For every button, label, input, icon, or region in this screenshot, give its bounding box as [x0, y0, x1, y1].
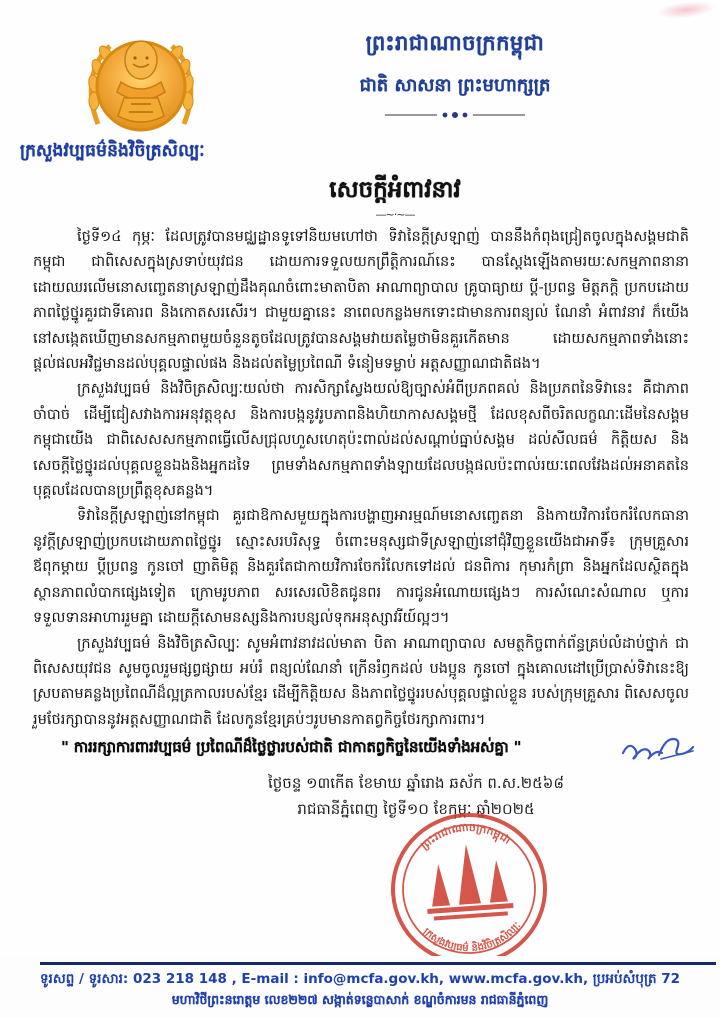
title-divider-ornament: —~·~—	[375, 208, 415, 221]
slogan-quote: " ការរក្សាការពារវប្បធម៌ ប្រពៃណីដ៏ថ្លៃថ្លារបស់ជាតិ ជាកាតព្វកិច្ចនៃយើងទាំងអស់គ្នា "	[61, 738, 522, 757]
slogan-row	[33, 737, 689, 760]
paragraph-4: ក្រសួងវប្បធម៌ និងវិចិត្រសិល្បៈ សូមអំពាវនាវដល់មាតា បិតា អាណាព្យាបាល សមត្ថកិច្ចពាក់ព័ន្ធគ្រប់លំដាប់ថ្នាក់ ជាពិសេសយុវជន សូមចូលរួមផ្សព្វផ្សាយ អប់រំ ពន្យល់ណែនាំ ក្រើនរំឭកដល់ បងប្អូន កូនចៅ ក្នុងគោលដៅប្រើប្រាស់ទិវានេះឱ្យស្របតាមគន្លងប្រពៃណីដ៏ល្អត្រកាលរបស់ខ្មែរ ដើម្បីកិត្តិយស និងភាពថ្លៃថ្នូររបស់បុគ្គលផ្ទាល់ខ្លួន របស់ក្រុមគ្រួសារ ពិសេសចូលរួមថែរក្សាបាននូវអត្តសញ្ញាណជាតិ ដែលកូនខ្មែរគ្រប់ៗរូបមានកាតព្វកិច្ចថែរក្សាការពារ។	[33, 634, 689, 728]
ministry-seal-stamp	[373, 802, 566, 976]
lunar-date-line: ថ្ងៃចន្ទ ១៣កើត ខែមាឃ ឆ្នាំរោង ឆស័ក ព.ស.២៥៦៨	[268, 774, 564, 793]
date-block	[33, 770, 689, 822]
kingdom-header	[230, 30, 680, 124]
motto-divider-ornament	[385, 110, 525, 120]
seal-top-text: ព្រះរាជាណាចក្រកម្ពុជា	[417, 820, 514, 853]
scan-smudge	[655, 0, 716, 21]
kingdom-title: ព្រះរាជាណាចក្រកម្ពុជា	[365, 31, 545, 55]
footer-address-line: មហាវិថីព្រះនរោត្តម លេខ២២៧ សង្កាត់ទន្លេបាសាក់ ខណ្ឌចំការមន រាជធានីភ្នំពេញ	[171, 992, 549, 1007]
gregorian-date-line: រាជធានីភ្នំពេញ ថ្ងៃទី១០ ខែកុម្ភៈ ឆ្នាំ២០២៥	[297, 800, 535, 819]
letter-body	[33, 224, 689, 822]
seal-bottom-text: ក្រសួងវប្បធម៌ និងវិចិត្រសិល្បៈ	[420, 920, 524, 955]
signature-icon	[619, 725, 697, 771]
footer-contact-line: ទូរសព្ទ / ទូរសារ: 023 218 148 , E-mail : info@mcfa.gov.kh, www.mcfa.gov.kh, ប្រអប់សំបុត្រ 72	[39, 971, 681, 987]
footer	[0, 956, 720, 1018]
paragraph-3: ទិវានៃក្តីស្រឡាញ់នៅកម្ពុជា គួរជាឱកាសមួយក្នុងការបង្ហាញអារម្មណ៍មនោសញ្ចេតនា និងកាយវិការចែករំលែកធានានូវក្តីស្រឡាញ់ប្រកបដោយភាពថ្លៃថ្នូរ ស្មោះសរបរិសុទ្ធ ចំពោះមនុស្សជាទីស្រឡាញ់នៅជុំវិញខ្លួនយើងជាអាទិ៍៖ ក្រុមគ្រួសារ ឪពុកម្តាយ ប្តីប្រពន្ធ កូនចៅ ញាតិមិត្ត និងគួរតែជាកាយវិការចែករំលែកទៅដល់ ជនពិការ កុមារកំព្រា និងអ្នកដែលស្ថិតក្នុងស្ថានភាពលំបាកផ្សេងទៀត ក្រោមរូបភាព សរសេរលិខិតជូនពរ ការជូនអំណោយផ្សេងៗ ការសំណេះសំណាល ឬការទទួលទានអាហាររួមគ្នា ដោយក្តីសោមនស្សនិងការបន្សល់ទុកអនុស្សាវរីយ៍ល្អៗ។	[33, 507, 689, 627]
paragraph-1: ថ្ងៃទី១៤ កុម្ភៈ ដែលត្រូវបានមជ្ឈដ្ឋានទូទៅនិយមហៅថា ទិវានៃក្តីស្រឡាញ់ បាននឹងកំពុងជ្រៀតចូលក្នុងសង្គមជាតិកម្ពុជា ជាពិសេសក្នុងស្រទាប់យុវជន ដោយការទទួលយកព្រឹត្តិការណ៍នេះ បានស្តែងឡើងតាមរយៈសកម្មភាពនានា ដោយឈរលើមនោសញ្ចេតនាស្រឡាញ់ដឹងគុណចំពោះមាតាបិតា អាណាព្យាបាល គ្រូបាធ្យាយ ប្តី-ប្រពន្ធ មិត្តភក្តិ ប្រកបដោយភាពថ្លៃថ្នូរគួរជាទីគោរព និងកោតសរសើរ។ ជាមួយគ្នានេះ នាពេលកន្លងមកទោះជាមានការពន្យល់ ណែនាំ អំពាវនាវ ក៏យើងនៅសង្កេតឃើញមានសកម្មភាពមួយចំនួនតូចដែលត្រូវបានសង្គមវាយតម្លៃថាមិនគួរកើតមាន ដោយសកម្មភាពទាំងនោះផ្តល់ផលអវិជ្ជមានដល់បុគ្គលផ្ទាល់ផង និងដល់តម្លៃប្រពៃណី ទំនៀមទម្លាប់ អត្តសញ្ញាណជាតិផង។	[33, 228, 689, 373]
paragraph-2: ក្រសួងវប្បធម៌ និងវិចិត្រសិល្បៈយល់ថា ការសិក្សាស្វែងយល់ឱ្យច្បាស់អំពីប្រភពគល់ និងប្រភពនៃទិវានេះ គឺជាភាពចាំបាច់ ដើម្បីជៀសវាងការអនុវត្តខុស និងការបង្កនូវរូបភាពនិងហិយាកាសសង្គមថ្មី ដែលខុសពីចរិតលក្ខណៈដើមនៃសង្គមកម្ពុជាយើង ជាពិសេសសកម្មភាពធ្វើលើសជ្រុលហួសហេតុប៉ះពាល់ដល់សណ្តាប់ធ្នាប់សង្គម ដល់សីលធម៌ កិត្តិយស និងសេចក្តីថ្លៃថ្នូរដល់បុគ្គលខ្លួនឯងនិងអ្នកដទៃ ព្រមទាំងសកម្មភាពទាំងឡាយដែលបង្កផលប៉ះពាល់រយៈពេលវែងដល់អនាគតនៃបុគ្គលដែលបានប្រព្រឹត្តខុសគន្លង។	[33, 380, 689, 500]
ministry-name: ក្រសួងវប្បធម៌និងវិចិត្រសិល្បៈ	[20, 141, 205, 161]
angkor-towers-icon	[423, 841, 514, 921]
ministry-emblem-icon	[76, 24, 206, 146]
nation-religion-king-motto: ជាតិ សាសនា ព្រះមហាក្សត្រ	[359, 75, 551, 96]
footer-divider-rule	[40, 962, 716, 965]
document-title: សេចក្តីអំពាវនាវ	[329, 177, 461, 203]
